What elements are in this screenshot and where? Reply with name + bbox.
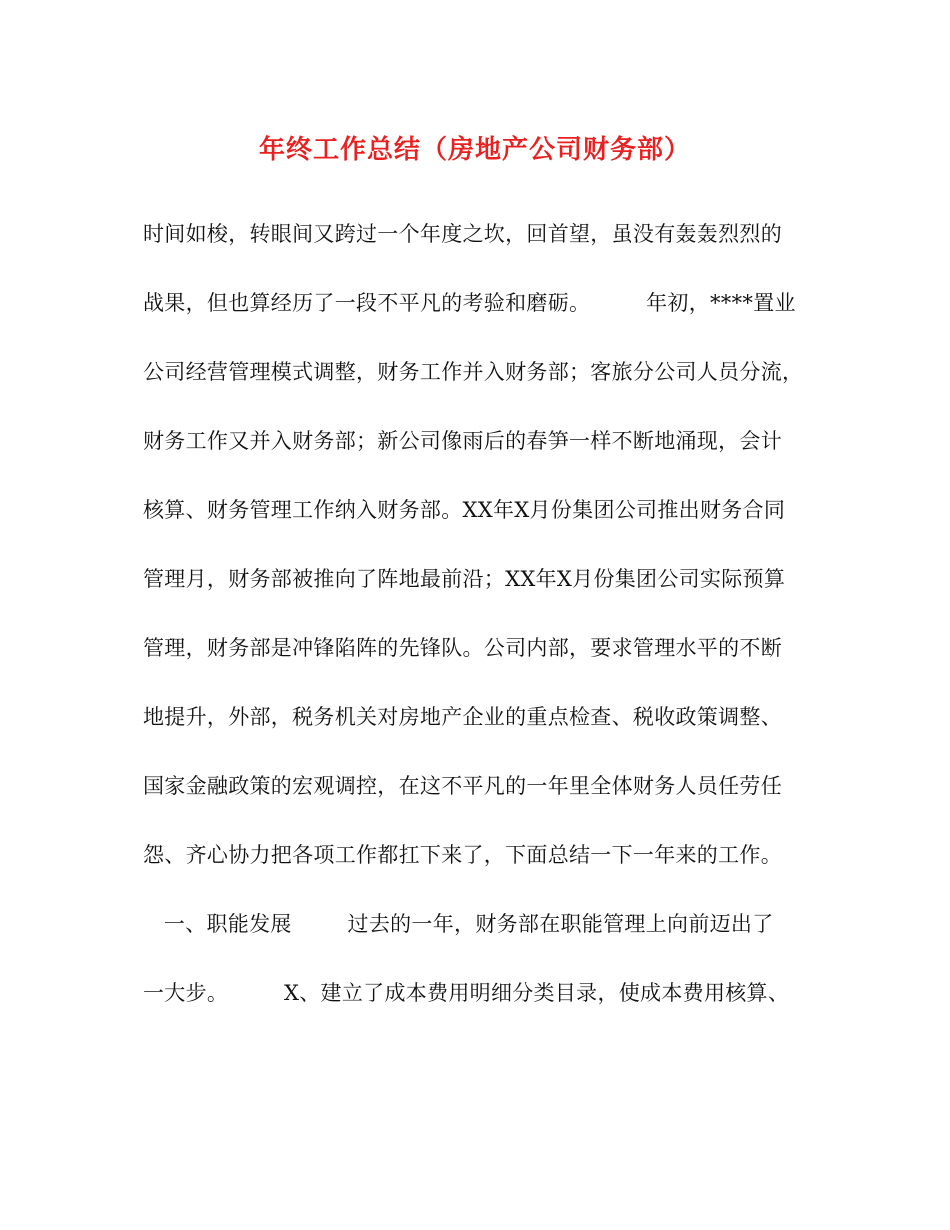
body-line: 一大步。 X、建立了成本费用明细分类目录，使成本费用核算、 bbox=[143, 981, 790, 1005]
body-line: 公司经营管理模式调整，财务工作并入财务部；客旅分公司人员分流， bbox=[143, 360, 804, 384]
body-line: 管理，财务部是冲锋陷阵的先锋队。公司内部，要求管理水平的不断 bbox=[143, 636, 782, 660]
document-title: 年终工作总结（房地产公司财务部） bbox=[258, 135, 691, 165]
body-line: 核算、财务管理工作纳入财务部。XX年X月份集团公司推出财务合同 bbox=[143, 498, 786, 522]
body-line: 战果，但也算经历了一段不平凡的考验和磨砺。 年初，****置业 bbox=[143, 291, 796, 315]
document-body bbox=[143, 212, 811, 1040]
body-line: 一、职能发展 过去的一年，财务部在职能管理上向前迈出了 bbox=[143, 912, 774, 936]
body-line: 财务工作又并入财务部；新公司像雨后的春笋一样不断地涌现，会计 bbox=[143, 429, 782, 453]
body-line: 时间如梭，转眼间又跨过一个年度之坎，回首望，虽没有轰轰烈烈的 bbox=[143, 222, 782, 246]
body-line: 管理月，财务部被推向了阵地最前沿；XX年X月份集团公司实际预算 bbox=[143, 567, 786, 591]
body-line: 地提升，外部，税务机关对房地产企业的重点检查、税收政策调整、 bbox=[143, 705, 782, 729]
body-line: 国家金融政策的宏观调控，在这不平凡的一年里全体财务人员任劳任 bbox=[143, 774, 782, 798]
body-line: 怨、齐心协力把各项工作都扛下来了，下面总结一下一年来的工作。 bbox=[143, 843, 782, 867]
